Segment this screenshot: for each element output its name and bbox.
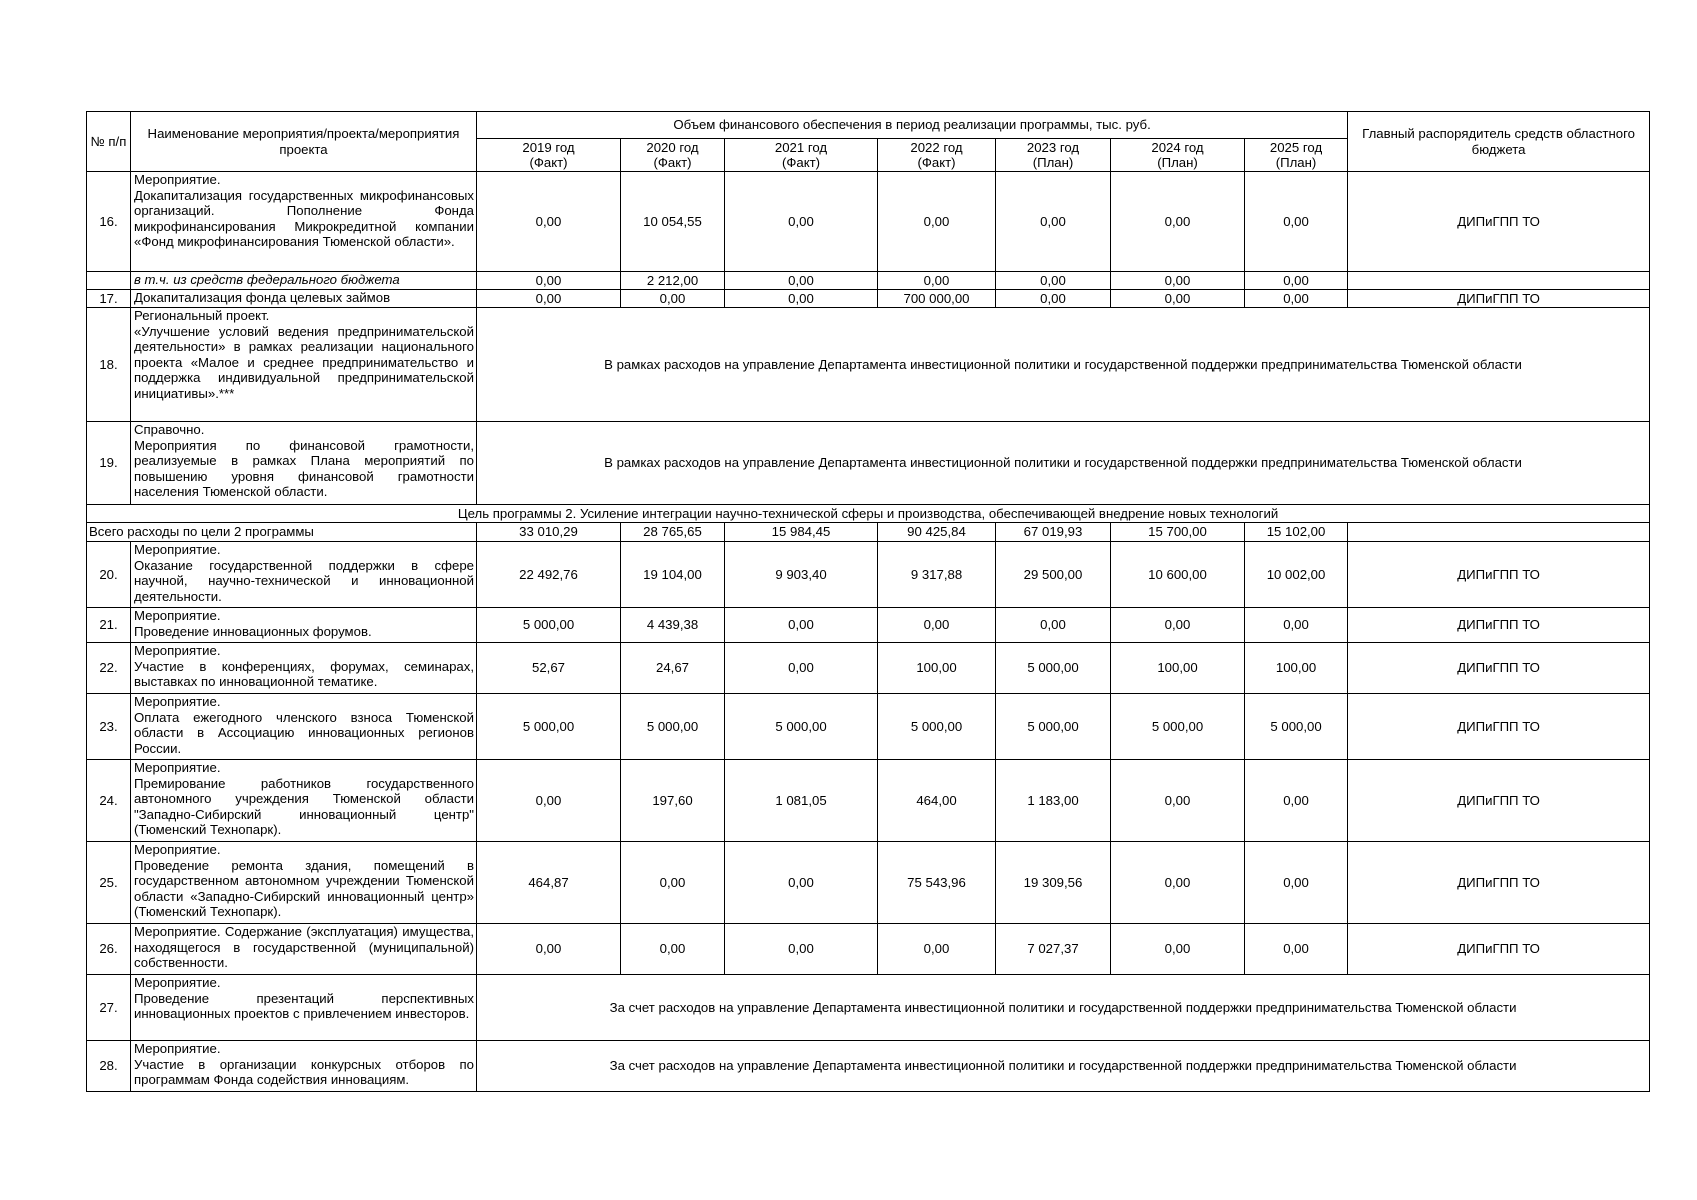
- admin-cell: ДИПиГПП ТО: [1348, 172, 1650, 272]
- value-cell: 0,00: [725, 924, 878, 975]
- value-cell: 1 081,05: [725, 760, 878, 842]
- year-header: 2023 год (План): [996, 139, 1111, 172]
- value-cell: 100,00: [1111, 643, 1245, 694]
- col-admin-header: Главный распорядитель средств областного бюджета: [1348, 112, 1650, 172]
- value-cell: 0,00: [725, 272, 878, 290]
- value-cell: 0,00: [725, 290, 878, 308]
- table-row: [87, 290, 1650, 308]
- value-cell: 5 000,00: [621, 694, 725, 760]
- value-cell: 0,00: [477, 760, 621, 842]
- value-cell: 700 000,00: [878, 290, 996, 308]
- col-volume-header: Объем финансового обеспечения в период реализации программы, тыс. руб.: [477, 112, 1348, 139]
- value-cell: 5 000,00: [878, 694, 996, 760]
- table-row: [87, 643, 1650, 694]
- year-header: 2022 год (Факт): [878, 139, 996, 172]
- col-name-header: Наименование мероприятия/проекта/мероприятия проекта: [131, 112, 477, 172]
- value-cell: 29 500,00: [996, 542, 1111, 608]
- row-name: в т.ч. из средств федерального бюджета: [131, 272, 477, 290]
- value-cell: 0,00: [1111, 608, 1245, 643]
- year-header: 2019 год (Факт): [477, 139, 621, 172]
- admin-cell: ДИПиГПП ТО: [1348, 542, 1650, 608]
- value-cell: 0,00: [1245, 272, 1348, 290]
- value-cell: 0,00: [477, 172, 621, 272]
- value-cell: 0,00: [725, 842, 878, 924]
- value-cell: 0,00: [878, 608, 996, 643]
- value-cell: 464,87: [477, 842, 621, 924]
- value-cell: 0,00: [1111, 290, 1245, 308]
- value-cell: 0,00: [1245, 842, 1348, 924]
- value-cell: 5 000,00: [1111, 694, 1245, 760]
- year-header: 2024 год (План): [1111, 139, 1245, 172]
- value-cell: 0,00: [1245, 760, 1348, 842]
- value-cell: 0,00: [477, 290, 621, 308]
- row-name: Мероприятие. Докапитализация государственных микрофинансовых организаций. Пополнение Фонда микрофинансирования Микрокредитной компании «Фонд микрофинансирования Тюменской области».: [131, 172, 477, 272]
- row-name: Мероприятие. Проведение инновационных форумов.: [131, 608, 477, 643]
- value-cell: 0,00: [878, 172, 996, 272]
- table-row: [87, 924, 1650, 975]
- value-cell: 33 010,29: [477, 523, 621, 542]
- row-name: Мероприятие. Участие в организации конкурсных отборов по программам Фонда содействия инновациям.: [131, 1041, 477, 1092]
- merged-note-cell: За счет расходов на управление Департамента инвестиционной политики и государственной поддержки предпринимательства Тюменской области: [477, 1041, 1650, 1092]
- value-cell: 19 309,56: [996, 842, 1111, 924]
- value-cell: 15 984,45: [725, 523, 878, 542]
- value-cell: 10 600,00: [1111, 542, 1245, 608]
- col-num-header: № п/п: [87, 112, 131, 172]
- admin-cell: ДИПиГПП ТО: [1348, 608, 1650, 643]
- funding-table: [86, 111, 1650, 1092]
- row-name: Мероприятие. Оказание государственной поддержки в сфере научной, научно-технической и инновационной деятельности.: [131, 542, 477, 608]
- merged-note-cell: В рамках расходов на управление Департамента инвестиционной политики и государственной поддержки предпринимательства Тюменской области: [477, 308, 1650, 422]
- value-cell: 0,00: [1245, 608, 1348, 643]
- table-row: [87, 694, 1650, 760]
- row-number: 23.: [87, 694, 131, 760]
- value-cell: 0,00: [477, 924, 621, 975]
- total-row: [87, 523, 1650, 542]
- goal-title: Цель программы 2. Усиление интеграции научно-технической сферы и производства, обеспечивающей внедрение новых технологий: [87, 505, 1650, 523]
- value-cell: 15 102,00: [1245, 523, 1348, 542]
- row-number: 17.: [87, 290, 131, 308]
- merged-note-cell: За счет расходов на управление Департамента инвестиционной политики и государственной поддержки предпринимательства Тюменской области: [477, 975, 1650, 1041]
- value-cell: 5 000,00: [996, 694, 1111, 760]
- row-name: Мероприятие. Премирование работников государственного автономного учреждения Тюменской области "Западно-Сибирский инновационный центр" (Тюменский Технопарк).: [131, 760, 477, 842]
- table-row: [87, 542, 1650, 608]
- merged-note-cell: В рамках расходов на управление Департамента инвестиционной политики и государственной поддержки предпринимательства Тюменской области: [477, 422, 1650, 505]
- admin-cell: ДИПиГПП ТО: [1348, 760, 1650, 842]
- row-number: 16.: [87, 172, 131, 272]
- row-name: Мероприятие. Проведение ремонта здания, помещений в государственном автономном учреждении Тюменской области «Западно-Сибирский инновационный центр» (Тюменский Технопарк).: [131, 842, 477, 924]
- row-number: 19.: [87, 422, 131, 505]
- value-cell: 0,00: [996, 608, 1111, 643]
- value-cell: 100,00: [1245, 643, 1348, 694]
- value-cell: 5 000,00: [1245, 694, 1348, 760]
- table-row: [87, 422, 1650, 505]
- table-row: [87, 842, 1650, 924]
- row-number: 28.: [87, 1041, 131, 1092]
- row-name: Мероприятие. Проведение презентаций перспективных инновационных проектов с привлечением инвесторов.: [131, 975, 477, 1041]
- admin-cell: [1348, 272, 1650, 290]
- year-header: 2021 год (Факт): [725, 139, 878, 172]
- value-cell: 5 000,00: [477, 694, 621, 760]
- value-cell: 197,60: [621, 760, 725, 842]
- value-cell: 0,00: [725, 172, 878, 272]
- value-cell: 0,00: [1111, 842, 1245, 924]
- admin-cell: ДИПиГПП ТО: [1348, 842, 1650, 924]
- row-name: Мероприятие. Оплата ежегодного членского взноса Тюменской области в Ассоциацию инновационных регионов России.: [131, 694, 477, 760]
- row-number: 24.: [87, 760, 131, 842]
- value-cell: 0,00: [996, 290, 1111, 308]
- value-cell: 0,00: [996, 272, 1111, 290]
- value-cell: 10 002,00: [1245, 542, 1348, 608]
- value-cell: 0,00: [621, 290, 725, 308]
- value-cell: 28 765,65: [621, 523, 725, 542]
- value-cell: 5 000,00: [996, 643, 1111, 694]
- value-cell: 9 903,40: [725, 542, 878, 608]
- value-cell: 0,00: [1111, 172, 1245, 272]
- value-cell: 0,00: [996, 172, 1111, 272]
- year-header: 2020 год (Факт): [621, 139, 725, 172]
- header-row-1: [87, 112, 1650, 139]
- value-cell: 15 700,00: [1111, 523, 1245, 542]
- value-cell: 0,00: [878, 924, 996, 975]
- value-cell: 0,00: [621, 842, 725, 924]
- row-number: 18.: [87, 308, 131, 422]
- table-row: [87, 308, 1650, 422]
- row-number: 27.: [87, 975, 131, 1041]
- goal-row: [87, 505, 1650, 523]
- value-cell: 10 054,55: [621, 172, 725, 272]
- value-cell: 5 000,00: [725, 694, 878, 760]
- value-cell: 0,00: [725, 643, 878, 694]
- value-cell: 75 543,96: [878, 842, 996, 924]
- row-number: 21.: [87, 608, 131, 643]
- table-row: [87, 975, 1650, 1041]
- value-cell: 22 492,76: [477, 542, 621, 608]
- value-cell: 0,00: [1111, 760, 1245, 842]
- value-cell: 1 183,00: [996, 760, 1111, 842]
- row-number: 25.: [87, 842, 131, 924]
- value-cell: 0,00: [878, 272, 996, 290]
- value-cell: 7 027,37: [996, 924, 1111, 975]
- value-cell: 0,00: [1245, 924, 1348, 975]
- row-name: Докапитализация фонда целевых займов: [131, 290, 477, 308]
- value-cell: 2 212,00: [621, 272, 725, 290]
- row-name: Справочно. Мероприятия по финансовой грамотности, реализуемые в рамках Плана мероприятий по повышению уровня финансовой грамотности населения Тюменской области.: [131, 422, 477, 505]
- total-label: Всего расходы по цели 2 программы: [87, 523, 477, 542]
- row-name: Мероприятие. Содержание (эксплуатация) имущества, находящегося в государственной (муниципальной) собственности.: [131, 924, 477, 975]
- value-cell: 0,00: [477, 272, 621, 290]
- value-cell: 19 104,00: [621, 542, 725, 608]
- admin-cell: ДИПиГПП ТО: [1348, 290, 1650, 308]
- table-row: [87, 272, 1650, 290]
- value-cell: 464,00: [878, 760, 996, 842]
- value-cell: 0,00: [725, 608, 878, 643]
- admin-cell: ДИПиГПП ТО: [1348, 694, 1650, 760]
- value-cell: 0,00: [1111, 272, 1245, 290]
- table-row: [87, 608, 1650, 643]
- value-cell: 0,00: [1111, 924, 1245, 975]
- value-cell: 67 019,93: [996, 523, 1111, 542]
- table-row: [87, 172, 1650, 272]
- value-cell: 9 317,88: [878, 542, 996, 608]
- admin-cell: ДИПиГПП ТО: [1348, 643, 1650, 694]
- value-cell: 0,00: [1245, 172, 1348, 272]
- value-cell: 52,67: [477, 643, 621, 694]
- admin-cell: [1348, 523, 1650, 542]
- row-name: Мероприятие. Участие в конференциях, форумах, семинарах, выставках по инновационной тематике.: [131, 643, 477, 694]
- table-row: [87, 1041, 1650, 1092]
- table-row: [87, 760, 1650, 842]
- value-cell: 0,00: [1245, 290, 1348, 308]
- program-funding-table-page: [86, 111, 1649, 1092]
- value-cell: 0,00: [621, 924, 725, 975]
- row-number: 26.: [87, 924, 131, 975]
- admin-cell: ДИПиГПП ТО: [1348, 924, 1650, 975]
- year-header: 2025 год (План): [1245, 139, 1348, 172]
- value-cell: 100,00: [878, 643, 996, 694]
- row-number: [87, 272, 131, 290]
- row-number: 20.: [87, 542, 131, 608]
- row-number: 22.: [87, 643, 131, 694]
- value-cell: 4 439,38: [621, 608, 725, 643]
- value-cell: 24,67: [621, 643, 725, 694]
- value-cell: 5 000,00: [477, 608, 621, 643]
- value-cell: 90 425,84: [878, 523, 996, 542]
- row-name: Региональный проект. «Улучшение условий ведения предпринимательской деятельности» в рамках реализации национального проекта «Малое и среднее предпринимательство и поддержка индивидуальной предпринимательской инициативы».***: [131, 308, 477, 422]
